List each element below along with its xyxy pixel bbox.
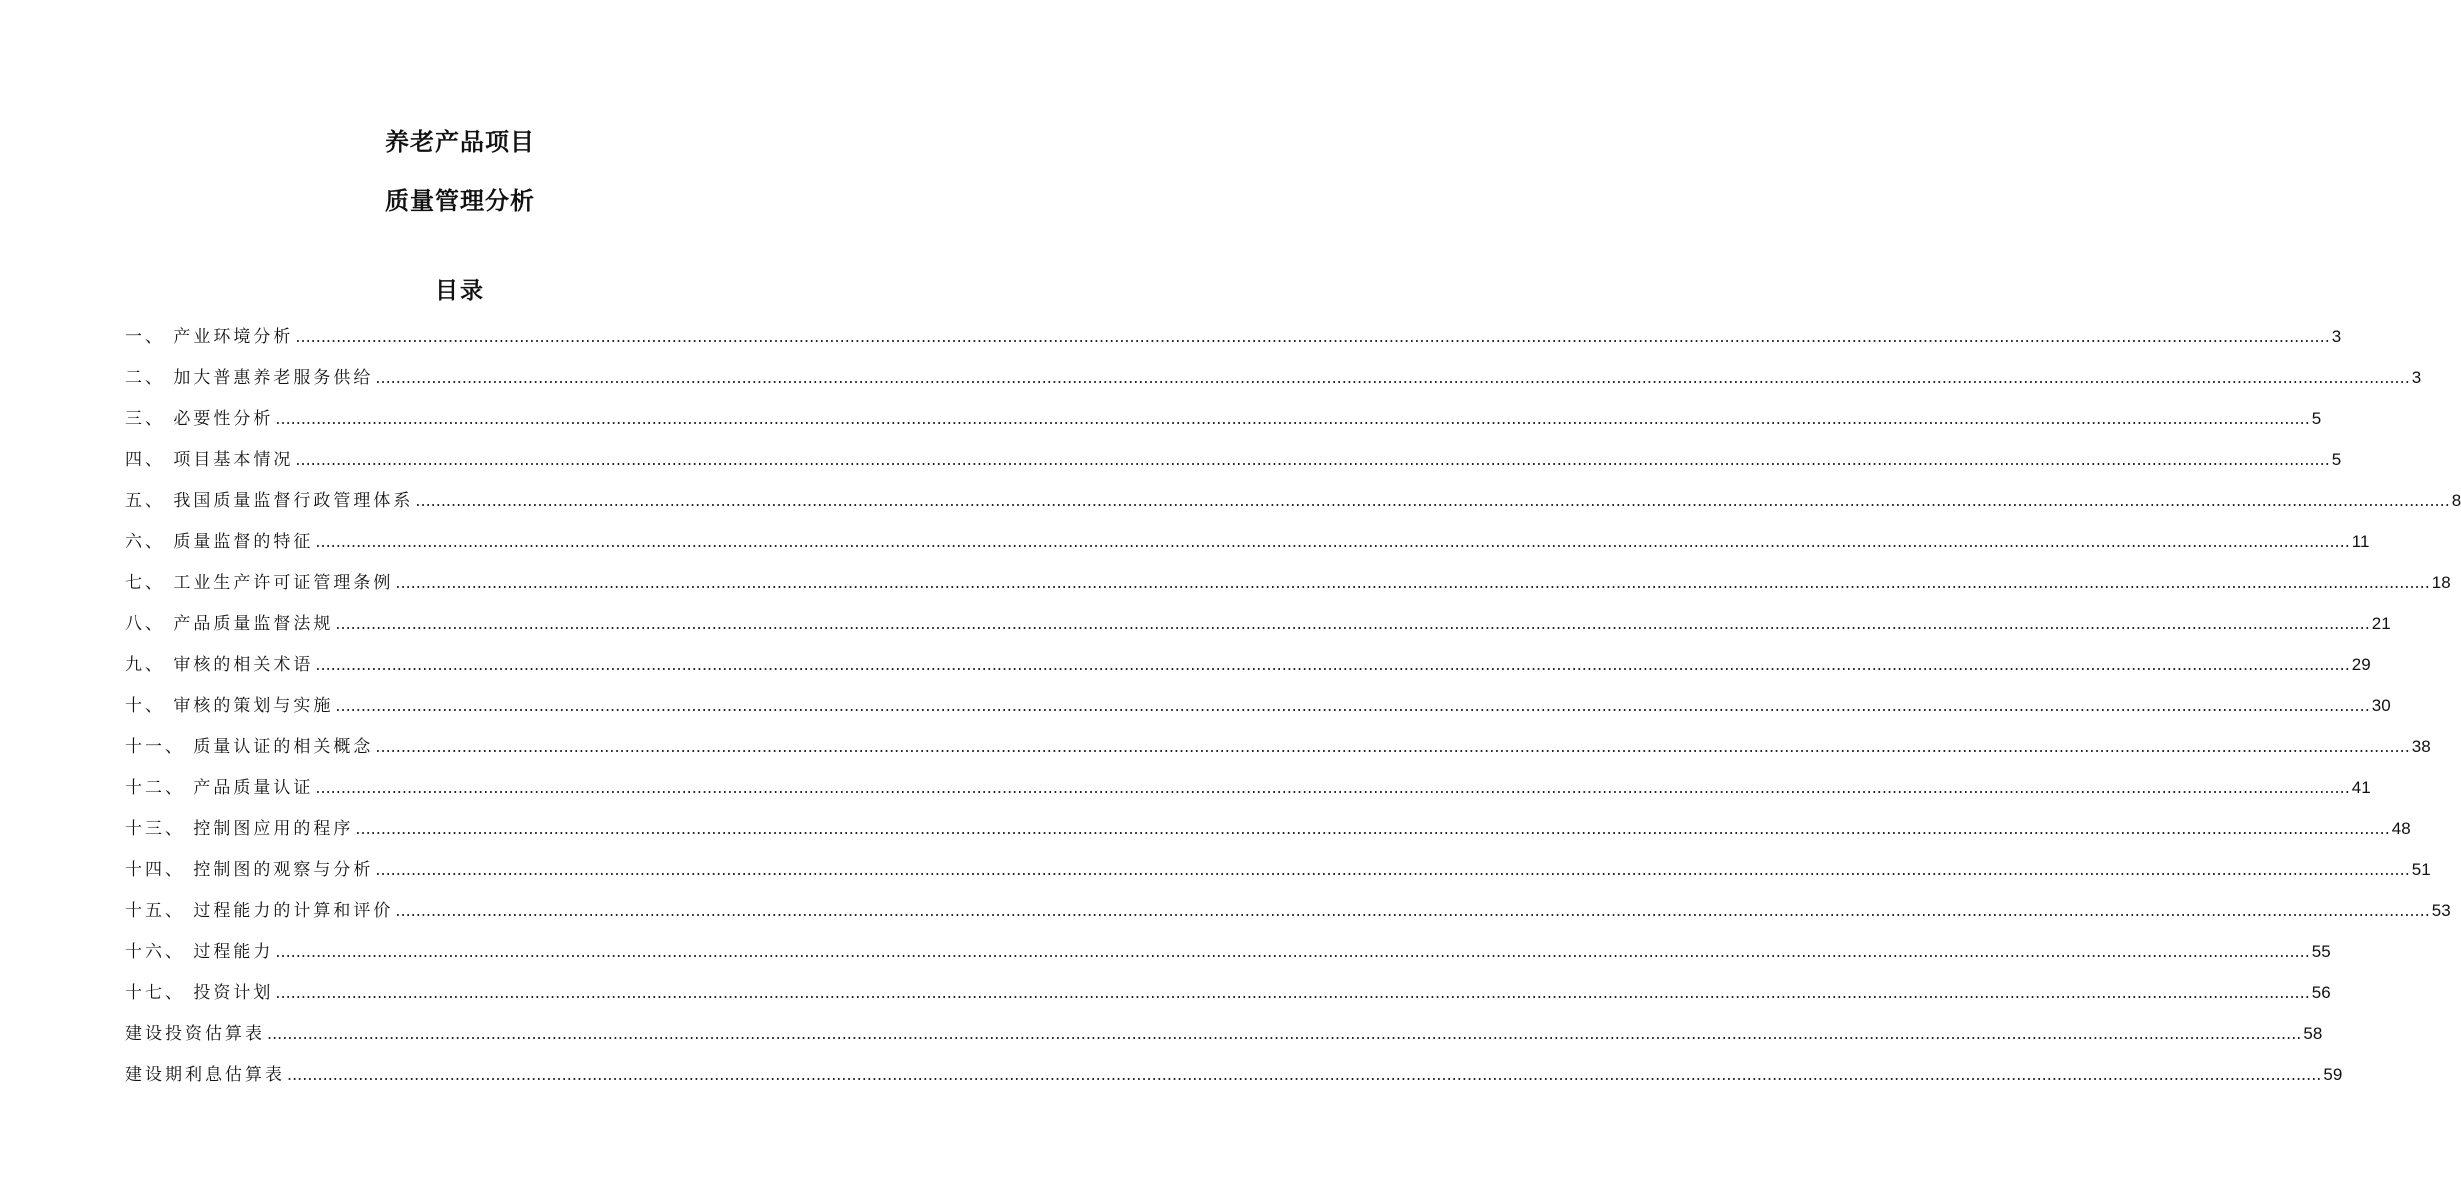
toc-entry-number: 十五、: [125, 901, 194, 921]
toc-entry-number: 一、: [125, 327, 174, 347]
toc-entry[interactable]: [125, 976, 2331, 1017]
toc-entry-number: 十、: [125, 696, 174, 716]
toc-entry-number: 八、: [125, 614, 174, 634]
toc-entry-title: 加大普惠养老服务供给: [173, 368, 374, 388]
toc-entry-title: 建设投资估算表: [125, 1024, 265, 1044]
toc-entry-number: 九、: [125, 655, 174, 675]
toc-dot-leader: ................................................................................................................................................................................................................................................................................................................................................................................................................: [295, 450, 2330, 469]
toc-entry-title: 必要性分析: [173, 409, 274, 429]
toc-entry-page-number: 21: [2371, 614, 2391, 633]
toc-entry-page-number: 3: [2331, 327, 2342, 346]
toc-entry-number: 二、: [125, 368, 174, 388]
toc-entry[interactable]: [125, 812, 2411, 853]
toc-entry-title: 质量认证的相关概念: [193, 737, 374, 757]
toc-entry-title: 质量监督的特征: [173, 532, 314, 552]
toc-entry-page-number: 55: [2311, 942, 2331, 961]
toc-entry-page-number: 29: [2351, 655, 2371, 674]
toc-entry[interactable]: [125, 648, 2371, 689]
toc-entry[interactable]: [125, 443, 2342, 484]
toc-entry-page-number: 56: [2311, 983, 2331, 1002]
toc-dot-leader: ................................................................................................................................................................................................................................................................................................................................................................................................................: [275, 409, 2310, 428]
toc-entry-page-number: 3: [2411, 368, 2422, 387]
toc-dot-leader: ................................................................................................................................................................................................................................................................................................................................................................................................................: [375, 860, 2410, 879]
toc-dot-leader: ................................................................................................................................................................................................................................................................................................................................................................................................................: [315, 532, 2350, 551]
toc-entry-number: 十六、: [125, 942, 194, 962]
toc-dot-leader: ................................................................................................................................................................................................................................................................................................................................................................................................................: [335, 614, 2370, 633]
toc-entry[interactable]: [125, 361, 2422, 402]
toc-entry-title: 项目基本情况: [173, 450, 294, 470]
toc-entry-title: 审核的策划与实施: [173, 696, 334, 716]
toc-entry[interactable]: [125, 402, 2322, 443]
toc-entry-title: 控制图的观察与分析: [193, 860, 374, 880]
toc-entry-page-number: 30: [2371, 696, 2391, 715]
toc-entry[interactable]: [125, 566, 2451, 607]
toc-dot-leader: ................................................................................................................................................................................................................................................................................................................................................................................................................: [287, 1065, 2322, 1084]
toc-entry-page-number: 11: [2351, 532, 2370, 551]
toc-entry-number: 十七、: [125, 983, 194, 1003]
toc-entry-page-number: 41: [2351, 778, 2371, 797]
toc-entry[interactable]: [125, 730, 2431, 771]
toc-entry[interactable]: [125, 894, 2451, 935]
toc-entry-page-number: 8: [2451, 491, 2461, 510]
toc-entry[interactable]: [125, 935, 2331, 976]
toc-entry-page-number: 5: [2331, 450, 2342, 469]
toc-dot-leader: ................................................................................................................................................................................................................................................................................................................................................................................................................: [355, 819, 2390, 838]
toc-entry-page-number: 59: [2323, 1065, 2343, 1084]
toc-entry[interactable]: [125, 320, 2342, 361]
toc-entry[interactable]: [125, 853, 2431, 894]
toc-entry[interactable]: [125, 1017, 2323, 1058]
toc-entry[interactable]: [125, 607, 2391, 648]
toc-entry-title: 控制图应用的程序: [193, 819, 354, 839]
toc-entry-title: 产品质量监督法规: [173, 614, 334, 634]
toc-dot-leader: ................................................................................................................................................................................................................................................................................................................................................................................................................: [267, 1024, 2302, 1043]
toc-entry-title: 投资计划: [193, 983, 274, 1003]
toc-entry-page-number: 38: [2411, 737, 2431, 756]
toc-entry-page-number: 53: [2431, 901, 2451, 920]
toc-entry[interactable]: [125, 484, 2461, 525]
toc-entry-number: 十一、: [125, 737, 194, 757]
toc-entry-number: 四、: [125, 450, 174, 470]
toc-entry[interactable]: [125, 1058, 2343, 1099]
toc-dot-leader: ................................................................................................................................................................................................................................................................................................................................................................................................................: [395, 573, 2430, 592]
toc-entry-title: 审核的相关术语: [173, 655, 314, 675]
table-of-contents: [125, 320, 2461, 1099]
toc-entry-page-number: 48: [2391, 819, 2411, 838]
toc-entry-number: 七、: [125, 573, 174, 593]
toc-entry-number: 五、: [125, 491, 174, 511]
toc-dot-leader: ................................................................................................................................................................................................................................................................................................................................................................................................................: [335, 696, 2370, 715]
toc-entry-title: 过程能力的计算和评价: [193, 901, 394, 921]
toc-entry-title: 过程能力: [193, 942, 274, 962]
toc-dot-leader: ................................................................................................................................................................................................................................................................................................................................................................................................................: [275, 942, 2310, 961]
toc-entry-page-number: 51: [2411, 860, 2431, 879]
toc-entry[interactable]: [125, 525, 2370, 566]
toc-entry-title: 工业生产许可证管理条例: [173, 573, 394, 593]
toc-entry-number: 六、: [125, 532, 174, 552]
toc-entry-number: 三、: [125, 409, 174, 429]
toc-entry-number: 十三、: [125, 819, 194, 839]
toc-dot-leader: ................................................................................................................................................................................................................................................................................................................................................................................................................: [375, 737, 2410, 756]
toc-entry-title: 产业环境分析: [173, 327, 294, 347]
toc-entry-page-number: 18: [2431, 573, 2451, 592]
toc-entry-number: 十四、: [125, 860, 194, 880]
toc-entry-title: 建设期利息估算表: [125, 1065, 285, 1085]
toc-dot-leader: ................................................................................................................................................................................................................................................................................................................................................................................................................: [275, 983, 2310, 1002]
toc-entry-page-number: 5: [2311, 409, 2322, 428]
toc-dot-leader: ................................................................................................................................................................................................................................................................................................................................................................................................................: [415, 491, 2450, 510]
toc-entry-number: 十二、: [125, 778, 194, 798]
toc-heading: 目录: [435, 278, 485, 304]
toc-dot-leader: ................................................................................................................................................................................................................................................................................................................................................................................................................: [395, 901, 2430, 920]
toc-entry[interactable]: [125, 689, 2391, 730]
document-title-line-1: 养老产品项目: [385, 128, 535, 156]
toc-dot-leader: ................................................................................................................................................................................................................................................................................................................................................................................................................: [295, 327, 2330, 346]
toc-dot-leader: ................................................................................................................................................................................................................................................................................................................................................................................................................: [315, 655, 2350, 674]
toc-entry-title: 产品质量认证: [193, 778, 314, 798]
document-title-line-2: 质量管理分析: [385, 187, 535, 215]
toc-dot-leader: ................................................................................................................................................................................................................................................................................................................................................................................................................: [315, 778, 2350, 797]
toc-entry-page-number: 58: [2303, 1024, 2323, 1043]
toc-dot-leader: ................................................................................................................................................................................................................................................................................................................................................................................................................: [375, 368, 2410, 387]
toc-entry-title: 我国质量监督行政管理体系: [173, 491, 414, 511]
toc-entry[interactable]: [125, 771, 2371, 812]
